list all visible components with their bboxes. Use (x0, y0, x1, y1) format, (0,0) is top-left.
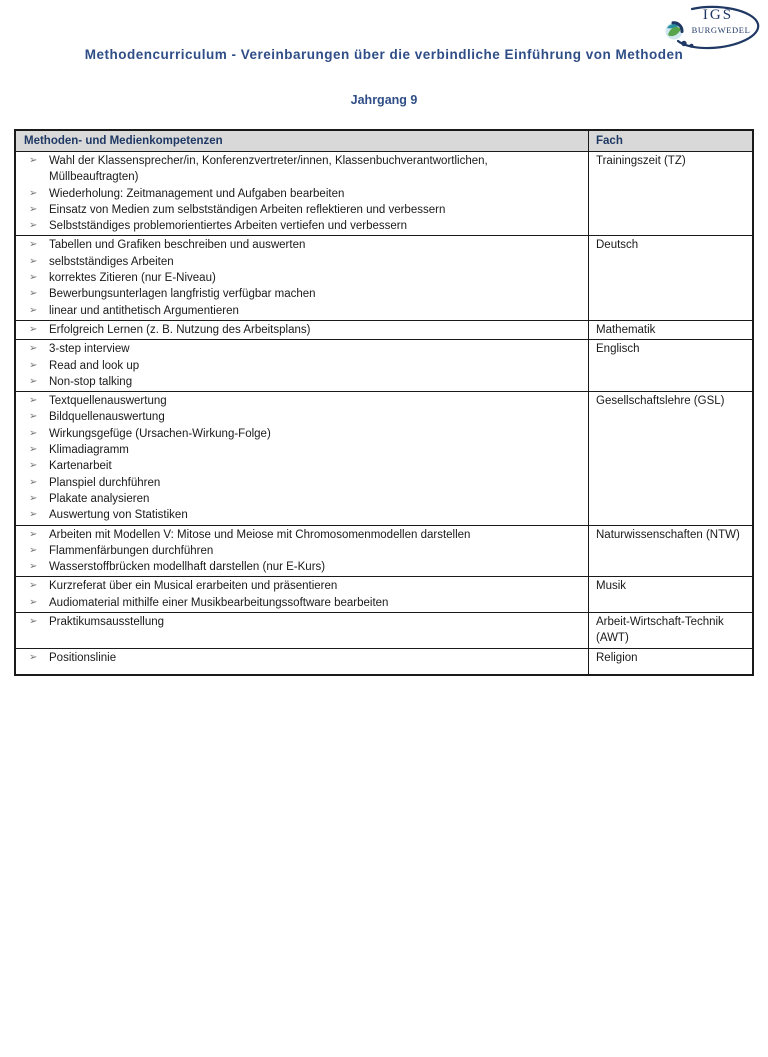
arrow-bullet-icon: ➢ (29, 239, 38, 251)
fach-cell: Englisch (588, 340, 752, 391)
arrow-bullet-icon: ➢ (29, 375, 38, 387)
arrow-bullet-icon: ➢ (29, 544, 38, 556)
method-text: Audiomaterial mithilfe einer Musikbearbeitungssoftware bearbeiten (49, 596, 389, 609)
header-methods: Methoden- und Medienkompetenzen (24, 135, 223, 147)
method-text: Erfolgreich Lernen (z. B. Nutzung des Arbeitsplans) (49, 323, 311, 336)
arrow-bullet-icon: ➢ (29, 323, 38, 335)
arrow-bullet-icon: ➢ (29, 304, 38, 316)
table-row-musik (16, 576, 752, 612)
method-text: Bildquellenauswertung (49, 411, 165, 424)
method-text: Wiederholung: Zeitmanagement und Aufgaben bearbeiten (49, 187, 345, 200)
header-fach: Fach (588, 131, 752, 151)
list-item (16, 254, 578, 270)
method-text: Wirkungsgefüge (Ursachen-Wirkung-Folge) (49, 427, 271, 440)
arrow-bullet-icon: ➢ (29, 395, 38, 407)
method-text: Positionslinie (49, 652, 117, 665)
method-text: Kurzreferat über ein Musical erarbeiten und präsentieren (49, 580, 338, 593)
list-item (16, 153, 578, 186)
arrow-bullet-icon: ➢ (29, 528, 38, 540)
list-item (16, 595, 578, 611)
list-item (16, 426, 578, 442)
arrow-bullet-icon: ➢ (29, 187, 38, 199)
fach-cell: Musik (588, 577, 752, 612)
methods-cell (16, 613, 588, 648)
list-item (16, 491, 578, 507)
methods-cell (16, 392, 588, 524)
fach-cell: Naturwissenschaften (NTW) (588, 526, 752, 577)
method-text: Kartenarbeit (49, 460, 112, 473)
method-text: Flammenfärbungen durchführen (49, 544, 214, 557)
method-text: Selbstständiges problemorientiertes Arbeiten vertiefen und verbessern (49, 220, 407, 233)
list-item (16, 218, 578, 234)
table-row-gsl (16, 391, 752, 524)
arrow-bullet-icon: ➢ (29, 652, 38, 664)
table-row-ntw (16, 525, 752, 577)
list-item (16, 458, 578, 474)
arrow-bullet-icon: ➢ (29, 288, 38, 300)
method-text: Arbeiten mit Modellen V: Mitose und Meiose mit Chromosomenmodellen darstellen (49, 528, 471, 541)
table-row-religion (16, 648, 752, 674)
arrow-bullet-icon: ➢ (29, 411, 38, 423)
list-item (16, 286, 578, 302)
methods-cell (16, 577, 588, 612)
fach-cell: Mathematik (588, 321, 752, 339)
method-text: korrektes Zitieren (nur E-Niveau) (49, 272, 216, 285)
list-item (16, 578, 578, 594)
method-text: Bewerbungsunterlagen langfristig verfügbar machen (49, 288, 316, 301)
method-text: Auswertung von Statistiken (49, 509, 188, 522)
arrow-bullet-icon: ➢ (29, 460, 38, 472)
fach-cell: Trainingszeit (TZ) (588, 152, 752, 235)
list-item (16, 527, 578, 543)
arrow-bullet-icon: ➢ (29, 444, 38, 456)
list-item (16, 341, 578, 357)
curriculum-table (14, 129, 754, 676)
method-text: Wahl der Klassensprecher/in, Konferenzvertreter/innen, Klassenbuchverantwortlichen, Müllbeauftragten) (49, 155, 488, 184)
list-item (16, 409, 578, 425)
list-item (16, 237, 578, 253)
list-item (16, 475, 578, 491)
list-item (16, 186, 578, 202)
logo-text-burgwedel: BURGWEDEL (691, 25, 751, 35)
arrow-bullet-icon: ➢ (29, 580, 38, 592)
methods-cell (16, 649, 588, 674)
list-item (16, 358, 578, 374)
table-row-trainingszeit (16, 151, 752, 235)
list-item (16, 322, 578, 338)
methods-cell (16, 526, 588, 577)
logo-dots-icon (681, 41, 693, 48)
fach-cell: Deutsch (588, 236, 752, 319)
page-title: Methodencurriculum - Vereinbarungen über die verbindliche Einführung von Methoden (84, 47, 684, 62)
table-row-englisch (16, 339, 752, 391)
methods-cell (16, 236, 588, 319)
method-text: Plakate analysieren (49, 492, 150, 505)
arrow-bullet-icon: ➢ (29, 476, 38, 488)
method-text: Read and look up (49, 359, 140, 372)
list-item (16, 270, 578, 286)
list-item (16, 202, 578, 218)
methods-cell (16, 152, 588, 235)
methods-cell (16, 340, 588, 391)
list-item (16, 543, 578, 559)
fach-cell: Gesellschaftslehre (GSL) (588, 392, 752, 524)
list-item (16, 442, 578, 458)
method-text: 3-step interview (49, 343, 130, 356)
list-item (16, 559, 578, 575)
table-row-deutsch (16, 235, 752, 319)
logo-globe-icon (666, 23, 683, 40)
school-logo (661, 2, 763, 52)
table-row-awt (16, 612, 752, 648)
arrow-bullet-icon: ➢ (29, 596, 38, 608)
arrow-bullet-icon: ➢ (29, 427, 38, 439)
list-item (16, 374, 578, 390)
grade-subtitle: Jahrgang 9 (350, 93, 418, 107)
method-text: selbstständiges Arbeiten (49, 255, 174, 268)
methods-cell (16, 321, 588, 339)
arrow-bullet-icon: ➢ (29, 203, 38, 215)
arrow-bullet-icon: ➢ (29, 561, 38, 573)
arrow-bullet-icon: ➢ (29, 255, 38, 267)
list-item (16, 507, 578, 523)
table-row-mathematik (16, 320, 752, 339)
list-item (16, 393, 578, 409)
method-text: Wasserstoffbrücken modellhaft darstellen (nur E-Kurs) (49, 561, 326, 574)
list-item (16, 650, 578, 666)
arrow-bullet-icon: ➢ (29, 220, 38, 232)
arrow-bullet-icon: ➢ (29, 359, 38, 371)
list-item (16, 614, 578, 630)
method-text: linear und antithetisch Argumentieren (49, 304, 239, 317)
method-text: Praktikumsausstellung (49, 616, 165, 629)
list-item (16, 303, 578, 319)
arrow-bullet-icon: ➢ (29, 343, 38, 355)
method-text: Einsatz von Medien zum selbstständigen Arbeiten reflektieren und verbessern (49, 203, 446, 216)
fach-cell: Religion (588, 649, 752, 674)
method-text: Planspiel durchführen (49, 476, 161, 489)
arrow-bullet-icon: ➢ (29, 509, 38, 521)
logo-text-igs: IGS (702, 7, 734, 23)
arrow-bullet-icon: ➢ (29, 272, 38, 284)
method-text: Tabellen und Grafiken beschreiben und auswerten (49, 239, 306, 252)
arrow-bullet-icon: ➢ (29, 155, 38, 166)
fach-cell: Arbeit-Wirtschaft-Technik (AWT) (588, 613, 752, 648)
arrow-bullet-icon: ➢ (29, 616, 38, 628)
method-text: Klimadiagramm (49, 444, 129, 457)
table-header-row (16, 131, 752, 151)
arrow-bullet-icon: ➢ (29, 492, 38, 504)
method-text: Textquellenauswertung (49, 395, 167, 408)
method-text: Non-stop talking (49, 375, 133, 388)
